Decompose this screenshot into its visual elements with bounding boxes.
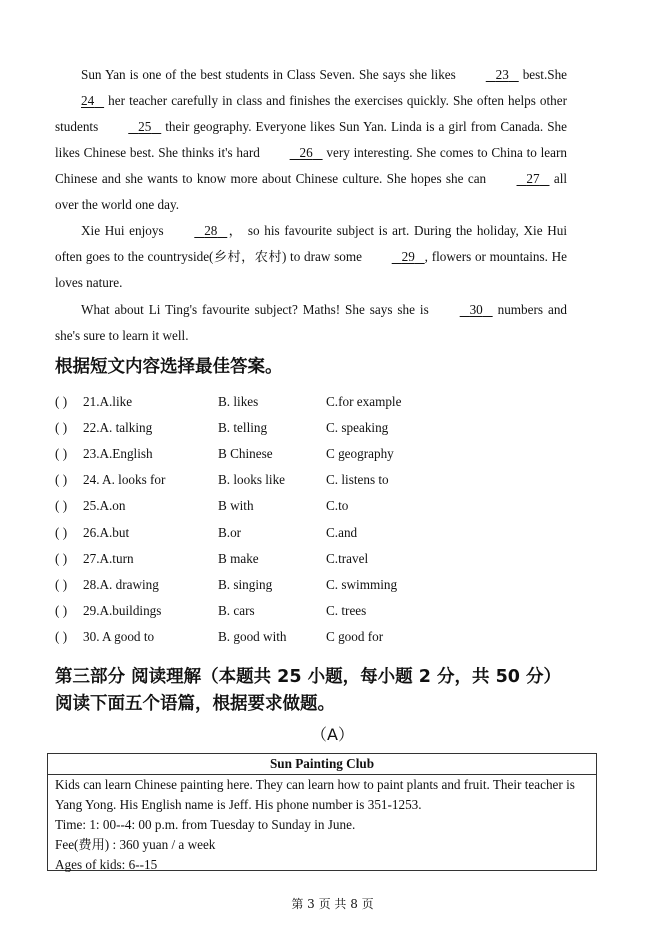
option-a: 21.A.like (83, 394, 133, 409)
answer-paren: ( ) (55, 628, 68, 644)
option-c: C good for (326, 628, 384, 644)
option-c: C.for example (326, 394, 402, 409)
option-a: 26.A.but (83, 524, 130, 540)
option-c: C.to (326, 498, 349, 514)
option-row (55, 420, 575, 446)
answer-paren: ( ) (55, 550, 68, 566)
option-row (55, 551, 575, 577)
option-b: B. cars (218, 602, 255, 618)
option-c: C. listens to (326, 472, 389, 488)
option-row (55, 446, 575, 472)
section-instruction: 根据短文内容选择最佳答案。 (55, 357, 283, 377)
option-row (55, 603, 575, 629)
answer-paren: ( ) (55, 602, 68, 618)
answer-paren: ( ) (55, 446, 68, 462)
blank-24: 24 (81, 93, 95, 109)
club-title: Sun Painting Club (48, 754, 596, 775)
club-ages: Ages of kids: 6--15 (55, 857, 158, 872)
answer-paren: ( ) (55, 394, 68, 409)
passage-text: Sun Yan is one of the best students in Class Seven. She says she likes (81, 67, 456, 82)
passage-text: Xie Hui enjoys (81, 223, 164, 238)
club-description-line: Kids can learn Chinese painting here. They can learn how to paint plants and fruit. Their teacher is (55, 777, 575, 792)
option-a: 24. A. looks for (83, 472, 166, 488)
blank-26: 26 (299, 145, 313, 161)
passage-label: （A） (311, 725, 354, 744)
option-b: B. singing (218, 576, 273, 592)
blank-28: 28 (204, 223, 218, 238)
passage-text: their geography. Everyone likes Sun Yan. Linda is a girl from Canada. She likes Chinese best. She thinks it's hard (55, 119, 567, 161)
passage-paragraph-2 (55, 218, 567, 296)
option-a: 28.A. drawing (83, 576, 159, 592)
answer-paren: ( ) (55, 472, 68, 488)
option-b: B.or (218, 524, 242, 540)
option-a: 25.A.on (83, 498, 126, 514)
option-row (55, 498, 575, 524)
option-row (55, 525, 575, 551)
part3-instruction: 阅读下面五个语篇，根据要求做题。 (55, 694, 335, 714)
answer-paren: ( ) (55, 524, 68, 540)
passage-paragraph-1 (55, 62, 567, 219)
option-b: B. good with (218, 628, 287, 644)
club-notice-box (47, 753, 597, 871)
option-c: C geography (326, 446, 394, 462)
option-a: 23.A.English (83, 446, 153, 462)
passage-text: very interesting. She comes to China to learn Chinese and she wants to know more about Chinese culture. She hopes she can (55, 145, 568, 187)
option-row (55, 394, 575, 420)
option-a: 22.A. talking (83, 420, 153, 436)
passage-text: What about Li Ting's favourite subject? Maths! She says she is (81, 302, 429, 317)
option-a: 29.A.buildings (83, 602, 162, 618)
option-a: 27.A.turn (83, 550, 134, 566)
club-description-line: Yang Yong. His English name is Jeff. His phone number is 351-1253. (55, 797, 422, 812)
option-b: B with (218, 498, 254, 514)
blank-25: 25 (138, 119, 152, 135)
option-c: C. trees (326, 602, 367, 618)
passage-text: ， so his favourite subject is art. During the holiday, Xie Hui often goes to the countryside(乡村，农村) to draw some (55, 223, 568, 265)
option-row (55, 472, 575, 498)
option-a: 30. A good to (83, 628, 155, 644)
passage-text: best.She (522, 67, 568, 82)
passage-text: , flowers or mountains. He loves nature. (55, 249, 568, 291)
option-row (55, 577, 575, 603)
club-fee: Fee(费用) : 360 yuan / a week (55, 837, 216, 852)
passage-paragraph-3 (55, 297, 567, 349)
answer-paren: ( ) (55, 420, 68, 436)
option-b: B. telling (218, 420, 268, 436)
page-number: 第 3 页 共 8 页 (291, 897, 374, 911)
option-row (55, 629, 575, 655)
passage-text: numbers and she's sure to learn it well. (55, 302, 568, 344)
option-b: B. looks like (218, 472, 286, 488)
blank-23: 23 (495, 67, 509, 82)
option-b: B. likes (218, 394, 259, 409)
passage-text: her teacher carefully in class and finishes the exercises quickly. She often helps other students (55, 93, 568, 135)
answer-paren: ( ) (55, 498, 68, 514)
club-time: Time: 1: 00--4: 00 p.m. from Tuesday to Sunday in June. (55, 817, 356, 832)
option-c: C.travel (326, 550, 369, 566)
option-c: C. speaking (326, 420, 389, 436)
option-c: C.and (326, 524, 358, 540)
blank-27: 27 (526, 171, 540, 187)
blank-30: 30 (469, 302, 483, 317)
passage-text: all over the world one day. (55, 171, 568, 213)
part3-title: 第三部分 阅读理解（本题共 25 小题，每小题 2 分，共 50 分） (55, 667, 562, 687)
option-c: C. swimming (326, 576, 398, 592)
option-b: B make (218, 550, 259, 566)
answer-paren: ( ) (55, 576, 68, 592)
blank-29: 29 (401, 249, 415, 265)
option-b: B Chinese (218, 446, 273, 462)
